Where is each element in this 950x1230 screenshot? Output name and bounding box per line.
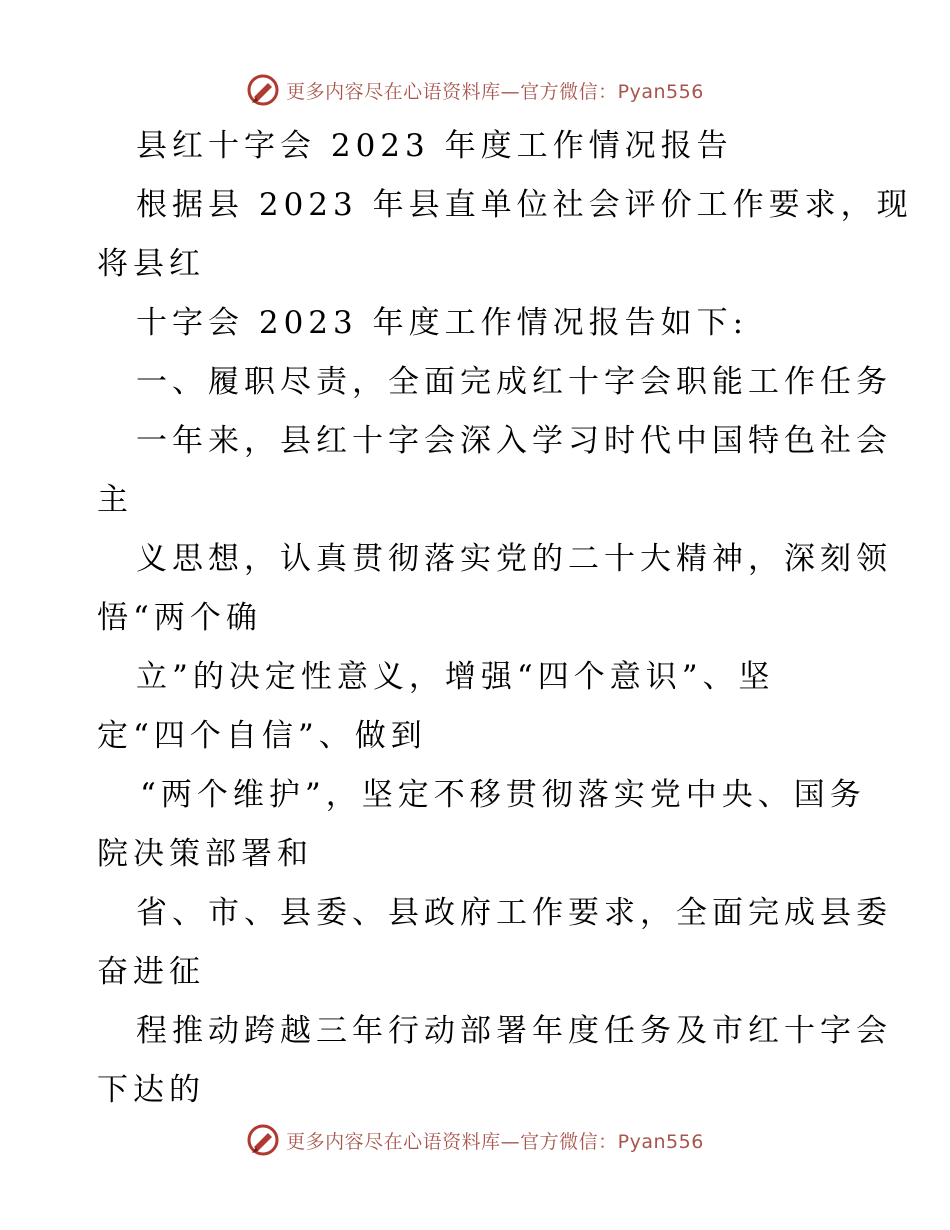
pen-logo-icon <box>246 73 280 107</box>
footer-watermark <box>0 1120 950 1160</box>
doc-line: 义思想，认真贯彻落实党的二十大精神，深刻领 <box>136 541 892 577</box>
doc-line: 程推动跨越三年行动部署年度任务及市红十字会 <box>136 1013 892 1049</box>
doc-line: 院决策部署和 <box>97 836 313 872</box>
doc-line: 一年来，县红十字会深入学习时代中国特色社会 <box>136 423 892 459</box>
doc-line: 主 <box>97 482 133 518</box>
doc-line: “两个维护”，坚定不移贯彻落实党中央、国务 <box>140 777 866 813</box>
doc-title: 县红十字会 2023 年度工作情况报告 <box>136 128 733 164</box>
doc-line: 根据县 2023 年县直单位社会评价工作要求，现 <box>136 187 913 223</box>
doc-line: 奋进征 <box>97 954 205 990</box>
doc-line: 悟“两个确 <box>97 600 262 636</box>
doc-line: 立”的决定性意义，增强“四个意识”、坚 <box>136 659 775 695</box>
doc-line: 将县红 <box>97 246 205 282</box>
watermark-text: 更多内容尽在心语资料库—官方微信：Pyan556 <box>286 80 704 103</box>
doc-line: 定“四个自信”、做到 <box>97 718 427 754</box>
doc-line: 十字会 2023 年度工作情况报告如下: <box>136 305 749 341</box>
watermark-text: 更多内容尽在心语资料库—官方微信：Pyan556 <box>286 1130 704 1153</box>
header-watermark <box>0 70 950 110</box>
pen-logo-icon <box>246 1123 280 1157</box>
doc-line: 下达的 <box>97 1072 205 1108</box>
doc-line: 省、市、县委、县政府工作要求，全面完成县委 <box>136 895 892 931</box>
section-heading: 一、履职尽责，全面完成红十字会职能工作任务 <box>136 364 892 400</box>
